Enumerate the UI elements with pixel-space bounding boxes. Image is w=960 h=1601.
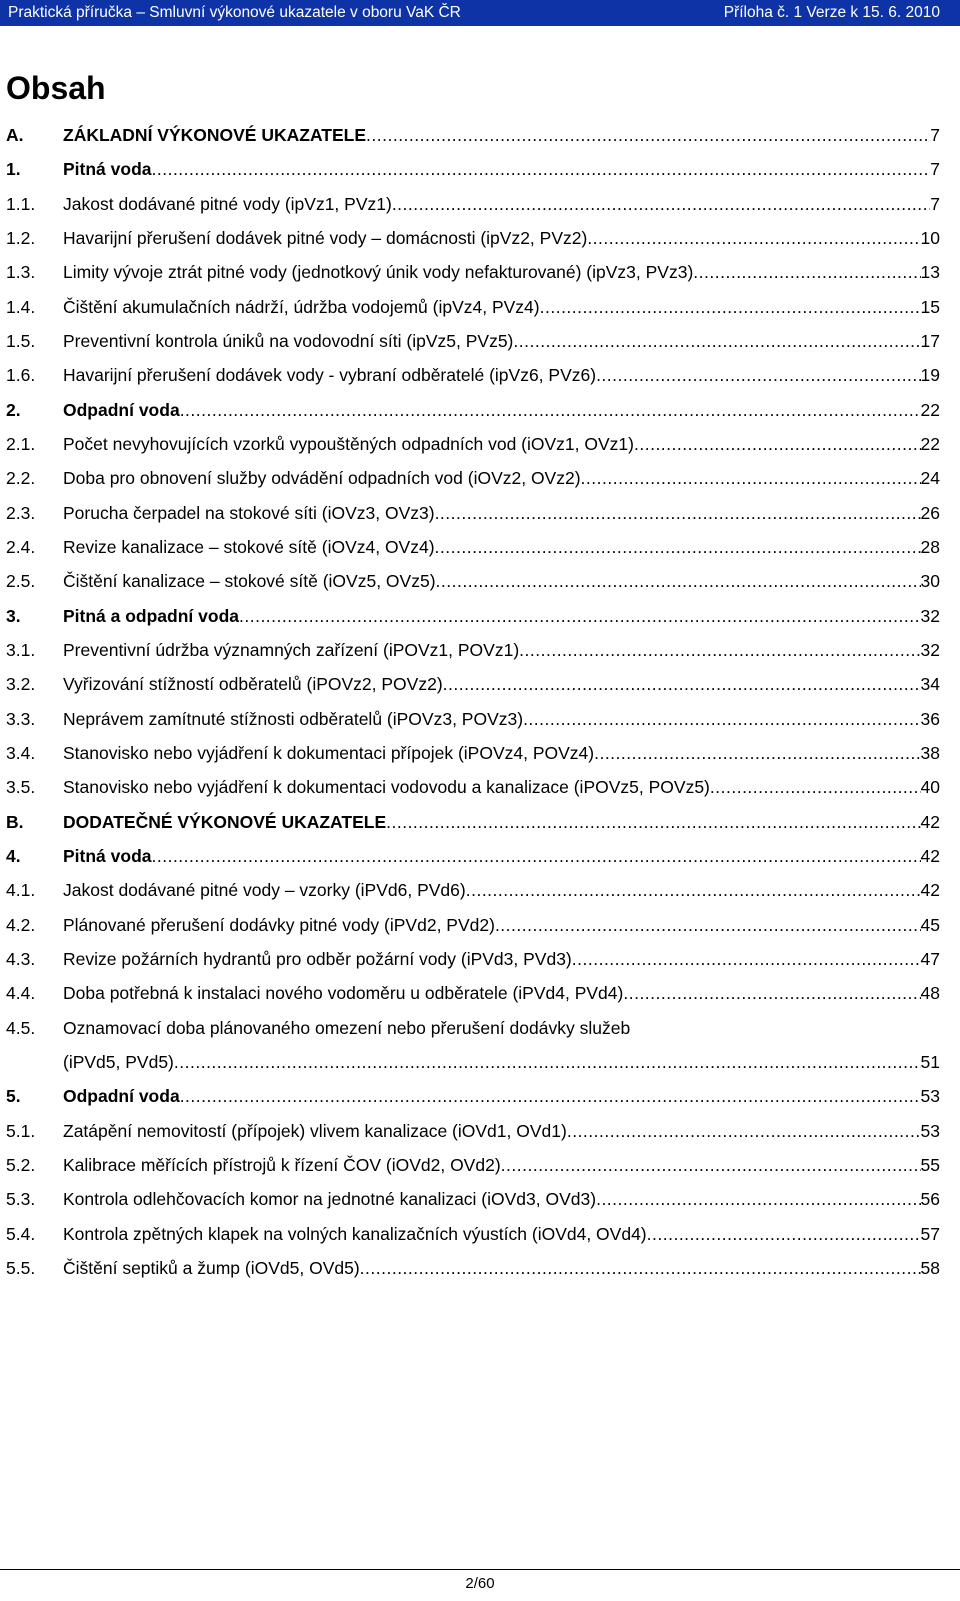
toc-entry-number: A. xyxy=(6,125,24,145)
toc-entry-page: 26 xyxy=(920,502,940,523)
toc-entry-page: 38 xyxy=(920,742,940,763)
toc-entry-page: 7 xyxy=(930,159,940,180)
toc-entry-page: 15 xyxy=(920,296,940,317)
toc-entry[interactable] xyxy=(6,770,940,804)
toc-entry-line xyxy=(63,503,940,523)
toc-entry-line xyxy=(63,262,940,282)
dot-leader xyxy=(174,1052,921,1072)
toc-entry[interactable] xyxy=(6,118,940,152)
toc-entry-line xyxy=(63,194,940,214)
table-of-contents xyxy=(6,118,940,1285)
toc-entry-number: 3.4. xyxy=(6,742,36,763)
toc-entry-title: Odpadní voda xyxy=(63,1086,180,1107)
toc-entry-line xyxy=(63,915,940,935)
toc-entry-title: Porucha čerpadel na stokové síti (iOVz3, OVz3) xyxy=(63,502,435,523)
toc-entry-page: 32 xyxy=(920,605,940,626)
toc-entry-line xyxy=(63,365,940,385)
dot-leader xyxy=(436,571,921,591)
page-title: Obsah xyxy=(6,70,106,106)
toc-entry-page: 55 xyxy=(920,1154,940,1175)
toc-entry-page: 24 xyxy=(920,468,940,489)
dot-leader xyxy=(360,1258,921,1278)
page-number: 2/60 xyxy=(465,1575,495,1592)
toc-entry[interactable] xyxy=(6,1114,940,1148)
dot-leader xyxy=(587,228,920,248)
toc-entry-page: 42 xyxy=(920,811,940,832)
toc-entry-number: 3.3. xyxy=(6,708,36,729)
toc-entry-number: 1.6. xyxy=(6,365,36,386)
toc-entry-line xyxy=(63,468,940,488)
toc-entry-page: 47 xyxy=(920,948,940,969)
toc-entry-number: 4.3. xyxy=(6,948,36,969)
toc-entry-page: 53 xyxy=(920,1086,940,1107)
toc-entry-number: 2. xyxy=(6,399,21,420)
dot-leader xyxy=(693,262,920,282)
toc-entry-number: 2.5. xyxy=(6,571,36,592)
dot-leader xyxy=(501,1155,921,1175)
toc-entry-page: 28 xyxy=(920,536,940,557)
toc-entry-line xyxy=(63,880,940,900)
toc-entry-number: 4.2. xyxy=(6,914,36,935)
toc-entry-line xyxy=(63,1155,940,1175)
toc-entry-number: 1. xyxy=(6,159,21,180)
toc-entry-line xyxy=(63,949,940,969)
toc-entry-title: Jakost dodávané pitné vody (ipVz1, PVz1) xyxy=(63,193,392,214)
toc-entry-line xyxy=(63,983,940,1003)
toc-entry[interactable] xyxy=(6,873,940,907)
toc-entry-title: Revize požárních hydrantů pro odběr požární vody (iPVd3, PVd3) xyxy=(63,948,572,969)
toc-entry-number: 3.5. xyxy=(6,777,36,798)
dot-leader xyxy=(435,537,921,557)
toc-entry-page: 58 xyxy=(920,1257,940,1278)
toc-entry-line xyxy=(63,297,940,317)
dot-leader xyxy=(634,434,921,454)
toc-entry[interactable] xyxy=(6,908,940,942)
toc-entry[interactable] xyxy=(6,152,940,186)
toc-entry[interactable] xyxy=(6,1011,940,1080)
toc-entry-page: 56 xyxy=(920,1189,940,1210)
toc-entry-title: Preventivní údržba významných zařízení (iPOVz1, POVz1) xyxy=(63,639,520,660)
toc-entry-number: 5.5. xyxy=(6,1257,36,1278)
toc-entry[interactable] xyxy=(6,942,940,976)
toc-entry-page: 34 xyxy=(920,674,940,695)
footer-divider xyxy=(0,1569,960,1570)
dot-leader xyxy=(519,640,920,660)
toc-entry-number: 1.4. xyxy=(6,296,36,317)
toc-entry-line xyxy=(63,125,940,145)
toc-entry-page: 42 xyxy=(920,845,940,866)
toc-entry-number: 5.4. xyxy=(6,1223,36,1244)
toc-entry[interactable] xyxy=(6,702,940,736)
dot-leader xyxy=(594,743,920,763)
toc-entry[interactable] xyxy=(6,736,940,770)
toc-entry-page: 22 xyxy=(920,433,940,454)
toc-entry-number: 3. xyxy=(6,605,21,626)
toc-entry-line xyxy=(63,709,940,729)
toc-entry-page: 10 xyxy=(920,227,940,248)
toc-entry-number: 4.5. xyxy=(6,1017,36,1038)
toc-entry[interactable] xyxy=(6,976,940,1010)
toc-entry-title: Limity vývoje ztrát pitné vody (jednotkový únik vody nefakturované) (ipVz3, PVz3) xyxy=(63,262,694,283)
toc-entry-line xyxy=(63,846,940,866)
toc-entry-page: 53 xyxy=(920,1120,940,1141)
toc-entry-title: Plánované přerušení dodávky pitné vody (iPVd2, PVd2) xyxy=(63,914,495,935)
dot-leader xyxy=(710,777,921,797)
dot-leader xyxy=(513,331,920,351)
toc-entry-number: 5.3. xyxy=(6,1189,36,1210)
toc-entry-title: Počet nevyhovujících vzorků vypouštěných odpadních vod (iOVz1, OVz1) xyxy=(63,433,634,454)
toc-entry-number: 1.5. xyxy=(6,330,36,351)
dot-leader xyxy=(523,709,920,729)
toc-entry-title: Doba potřebná k instalaci nového vodoměru u odběratele (iPVd4, PVd4) xyxy=(63,983,624,1004)
toc-entry-page: 57 xyxy=(920,1223,940,1244)
toc-entry-line xyxy=(63,571,940,591)
toc-entry-line xyxy=(63,812,940,832)
toc-entry-number: 2.4. xyxy=(6,536,36,557)
dot-leader xyxy=(596,365,920,385)
toc-entry-line xyxy=(63,331,940,351)
toc-entry-page: 40 xyxy=(920,777,940,798)
toc-entry-title: Stanovisko nebo vyjádření k dokumentaci vodovodu a kanalizace (iPOVz5, POVz5) xyxy=(63,777,710,798)
dot-leader xyxy=(152,846,921,866)
toc-entry[interactable] xyxy=(6,839,940,873)
toc-entry[interactable] xyxy=(6,358,940,392)
toc-entry-page: 45 xyxy=(920,914,940,935)
toc-entry-title: Kalibrace měřících přístrojů k řízení ČOV (iOVd2, OVd2) xyxy=(63,1154,501,1175)
toc-entry-page: 51 xyxy=(920,1051,940,1072)
toc-entry-page: 30 xyxy=(920,571,940,592)
toc-entry[interactable] xyxy=(6,496,940,530)
dot-leader xyxy=(239,606,921,626)
toc-entry-number: 5.1. xyxy=(6,1120,36,1141)
toc-entry-line xyxy=(63,159,940,179)
toc-entry-number: 2.3. xyxy=(6,502,36,523)
dot-leader xyxy=(466,880,921,900)
toc-entry-number: 2.1. xyxy=(6,433,36,454)
toc-entry-title: Čištění septiků a žump (iOVd5, OVd5) xyxy=(63,1257,360,1278)
toc-entry-title: Vyřizování stížností odběratelů (iPOVz2, POVz2) xyxy=(63,674,443,695)
toc-entry-title: Jakost dodávané pitné vody – vzorky (iPVd6, PVd6) xyxy=(63,880,466,901)
toc-entry-page: 22 xyxy=(920,399,940,420)
toc-entry[interactable] xyxy=(6,461,940,495)
dot-leader xyxy=(386,812,920,832)
toc-entry-number: 3.2. xyxy=(6,674,36,695)
toc-entry-page: 7 xyxy=(930,125,940,145)
toc-entry-page: 17 xyxy=(920,330,940,351)
toc-entry[interactable] xyxy=(6,187,940,221)
toc-entry-title: Preventivní kontrola úniků na vodovodní síti (ipVz5, PVz5) xyxy=(63,330,514,351)
dot-leader xyxy=(180,400,921,420)
toc-entry-line xyxy=(63,1052,940,1072)
toc-entry-number: B. xyxy=(6,811,24,832)
toc-entry[interactable] xyxy=(6,633,940,667)
toc-entry[interactable] xyxy=(6,599,940,633)
toc-entry-number: 1.1. xyxy=(6,193,36,214)
toc-entry-title: Stanovisko nebo vyjádření k dokumentaci přípojek (iPOVz4, POVz4) xyxy=(63,742,595,763)
toc-entry-line xyxy=(63,640,940,660)
dot-leader xyxy=(623,983,920,1003)
dot-leader xyxy=(596,1189,920,1209)
toc-entry-number: 5.2. xyxy=(6,1154,36,1175)
toc-entry-title: Kontrola zpětných klapek na volných kanalizačních výustích (iOVd4, OVd4) xyxy=(63,1223,647,1244)
toc-entry-title: Pitná voda xyxy=(63,159,152,180)
dot-leader xyxy=(567,1121,921,1141)
toc-entry-line xyxy=(63,1086,940,1106)
toc-entry-number: 4.4. xyxy=(6,983,36,1004)
toc-entry-title: Čištění akumulačních nádrží, údržba vodojemů (ipVz4, PVz4) xyxy=(63,296,540,317)
toc-entry-title: Zatápění nemovitostí (přípojek) vlivem kanalizace (iOVd1, OVd1) xyxy=(63,1120,567,1141)
dot-leader xyxy=(392,194,930,214)
toc-entry-line xyxy=(63,1224,940,1244)
toc-entry[interactable] xyxy=(6,393,940,427)
toc-entry-title: Doba pro obnovení služby odvádění odpadních vod (iOVz2, OVz2) xyxy=(63,468,581,489)
toc-entry-line xyxy=(63,1258,940,1278)
toc-entry-number: 5. xyxy=(6,1086,21,1107)
toc-entry-number: 4. xyxy=(6,845,21,866)
toc-entry-line xyxy=(63,606,940,626)
toc-entry[interactable] xyxy=(6,1079,940,1113)
toc-entry-number: 1.3. xyxy=(6,262,36,283)
toc-entry[interactable] xyxy=(6,1182,940,1216)
dot-leader xyxy=(180,1086,921,1106)
toc-entry-line xyxy=(63,434,940,454)
toc-entry[interactable] xyxy=(6,1251,940,1285)
dot-leader xyxy=(581,468,921,488)
toc-entry-title: DODATEČNÉ VÝKONOVÉ UKAZATELE xyxy=(63,811,387,832)
toc-entry-number: 4.1. xyxy=(6,880,36,901)
toc-entry-title: Neprávem zamítnuté stížnosti odběratelů (iPOVz3, POVz3) xyxy=(63,708,524,729)
dot-leader xyxy=(435,503,921,523)
toc-entry-number: 3.1. xyxy=(6,639,36,660)
toc-entry-title-continuation: (iPVd5, PVd5) xyxy=(63,1051,174,1072)
header-right-text: Příloha č. 1 Verze k 15. 6. 2010 xyxy=(723,4,940,21)
toc-entry-line xyxy=(63,1121,940,1141)
toc-entry-number: 2.2. xyxy=(6,468,36,489)
toc-entry-title: Čištění kanalizace – stokové sítě (iOVz5, OVz5) xyxy=(63,571,436,592)
toc-entry[interactable] xyxy=(6,324,940,358)
toc-entry-line xyxy=(63,743,940,763)
toc-entry[interactable] xyxy=(6,290,940,324)
toc-entry[interactable] xyxy=(6,1148,940,1182)
toc-entry[interactable] xyxy=(6,255,940,289)
dot-leader xyxy=(540,297,921,317)
toc-entry-title: Pitná a odpadní voda xyxy=(63,605,239,626)
document-header xyxy=(0,0,960,26)
toc-entry-page: 19 xyxy=(920,365,940,386)
dot-leader xyxy=(152,159,931,179)
toc-entry-page: 42 xyxy=(920,880,940,901)
toc-entry-title: Oznamovací doba plánovaného omezení nebo přerušení dodávky služeb xyxy=(63,1017,631,1038)
toc-entry[interactable] xyxy=(6,1217,940,1251)
toc-entry[interactable] xyxy=(6,221,940,255)
toc-entry-line xyxy=(63,537,940,557)
toc-entry-number: 1.2. xyxy=(6,227,36,248)
toc-entry-line xyxy=(63,674,940,694)
toc-entry[interactable] xyxy=(6,564,940,598)
header-left-text: Praktická příručka – Smluvní výkonové ukazatele v oboru VaK ČR xyxy=(8,4,461,21)
toc-entry[interactable] xyxy=(6,667,940,701)
toc-entry-page: 7 xyxy=(930,193,940,214)
dot-leader xyxy=(443,674,921,694)
toc-entry-page: 13 xyxy=(920,262,940,283)
toc-entry-title: ZÁKLADNÍ VÝKONOVÉ UKAZATELE xyxy=(63,125,367,145)
toc-entry-line xyxy=(63,228,940,248)
toc-entry-title: Havarijní přerušení dodávek vody - vybraní odběratelé (ipVz6, PVz6) xyxy=(63,365,597,386)
dot-leader xyxy=(366,125,930,145)
toc-entry-title: Havarijní přerušení dodávek pitné vody – domácnosti (ipVz2, PVz2) xyxy=(63,227,588,248)
dot-leader xyxy=(495,915,921,935)
toc-entry[interactable] xyxy=(6,530,940,564)
toc-entry-title: Revize kanalizace – stokové sítě (iOVz4, OVz4) xyxy=(63,536,435,557)
toc-entry[interactable] xyxy=(6,427,940,461)
toc-entry-page: 48 xyxy=(920,983,940,1004)
toc-entry-page: 32 xyxy=(920,639,940,660)
dot-leader xyxy=(572,949,921,969)
toc-entry-page: 36 xyxy=(920,708,940,729)
toc-entry-line xyxy=(63,400,940,420)
toc-entry-title: Pitná voda xyxy=(63,845,152,866)
toc-entry[interactable] xyxy=(6,805,940,839)
dot-leader xyxy=(647,1224,921,1244)
toc-entry-line xyxy=(63,1189,940,1209)
toc-entry-line xyxy=(63,777,940,797)
toc-entry-title: Kontrola odlehčovacích komor na jednotné kanalizaci (iOVd3, OVd3) xyxy=(63,1189,597,1210)
toc-entry-title: Odpadní voda xyxy=(63,399,180,420)
